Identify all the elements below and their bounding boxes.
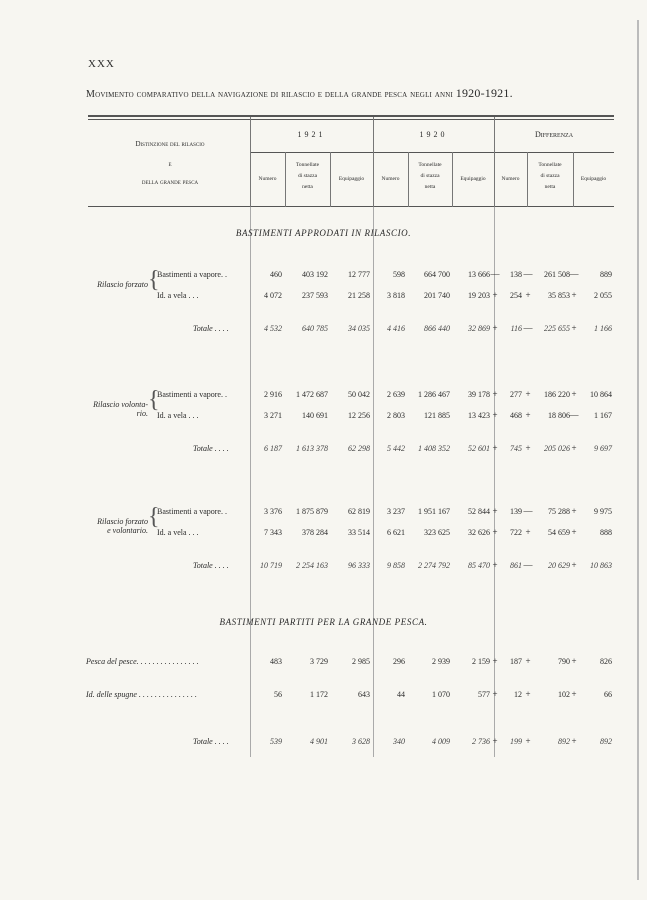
cell-de: 888 xyxy=(600,528,612,537)
sign-sn: + xyxy=(492,323,498,333)
cell-de: 826 xyxy=(600,657,612,666)
col-equipaggio-1921: Equipaggio xyxy=(338,176,365,182)
cell-t21: 4 901 xyxy=(310,737,328,746)
title-years: 1920-1921. xyxy=(455,86,513,100)
sign-se: + xyxy=(571,506,577,516)
cell-t21: 403 192 xyxy=(302,270,328,279)
header-top-rule xyxy=(88,115,614,117)
cell-t20: 121 885 xyxy=(424,411,450,420)
tonn-line2: di stazza xyxy=(297,173,318,179)
brace-icon: { xyxy=(148,267,160,293)
tonn-line3: netta xyxy=(424,184,436,190)
header-distinction-2: e xyxy=(168,160,172,168)
title-text: Movimento comparativo della navigazione di rilascio e della grande pesca negli anni xyxy=(86,89,454,100)
cell-t21: 1 472 687 xyxy=(296,390,328,399)
total-label: Totale . . . . xyxy=(193,561,229,570)
cell-t20: 201 740 xyxy=(424,291,450,300)
sign-sn: + xyxy=(492,689,498,699)
cell-de: 66 xyxy=(604,690,612,699)
cell-dn: 277 xyxy=(510,390,522,399)
cell-n21: 7 343 xyxy=(264,528,282,537)
cell-e20: 39 178 xyxy=(468,390,490,399)
sign-st: + xyxy=(525,527,531,537)
cell-e21: 21 258 xyxy=(348,291,370,300)
cell-dt: 35 853 xyxy=(548,291,570,300)
cell-t20: 2 939 xyxy=(432,657,450,666)
cell-dt: 790 xyxy=(558,657,570,666)
sign-se: + xyxy=(571,656,577,666)
col-tonnellate-1921 xyxy=(285,160,330,193)
cell-n21: 539 xyxy=(270,737,282,746)
cell-e20: 85 470 xyxy=(468,561,490,570)
cell-n21: 483 xyxy=(270,657,282,666)
row-label: Id. a vela . . . xyxy=(157,411,199,420)
cell-de: 10 863 xyxy=(590,561,612,570)
cell-de: 892 xyxy=(600,737,612,746)
cell-de: 1 167 xyxy=(594,411,612,420)
cell-dn: 745 xyxy=(510,444,522,453)
cell-n21: 4 072 xyxy=(264,291,282,300)
sign-sn: + xyxy=(492,560,498,570)
sign-sn: — xyxy=(490,269,500,279)
group-label-line1: Rilascio forzato xyxy=(97,280,148,289)
cell-t20: 323 625 xyxy=(424,528,450,537)
page-title xyxy=(86,86,618,101)
cell-e20: 13 666 xyxy=(468,270,490,279)
group-label-line2: e volontario. xyxy=(107,526,148,535)
sign-st: + xyxy=(525,443,531,453)
cell-n20: 296 xyxy=(393,657,405,666)
cell-dn: 12 xyxy=(514,690,522,699)
tonn-line3: netta xyxy=(544,184,556,190)
cell-e21: 96 333 xyxy=(348,561,370,570)
cell-n21: 10 719 xyxy=(260,561,282,570)
cell-dn: 722 xyxy=(510,528,522,537)
sign-se: — xyxy=(569,269,579,279)
col-tonnellate-1920 xyxy=(408,160,452,193)
cell-dt: 75 288 xyxy=(548,507,570,516)
cell-e21: 3 628 xyxy=(352,737,370,746)
cell-t21: 1 172 xyxy=(310,690,328,699)
sign-sn: + xyxy=(492,389,498,399)
section-title-rilascio: BASTIMENTI APPRODATI IN RILASCIO. xyxy=(235,228,412,238)
cell-t21: 2 254 163 xyxy=(296,561,328,570)
cell-e21: 62 819 xyxy=(348,507,370,516)
header-mid-rule xyxy=(250,152,614,153)
cell-e21: 12 256 xyxy=(348,411,370,420)
cell-de: 10 864 xyxy=(590,390,612,399)
cell-e20: 52 844 xyxy=(468,507,490,516)
sign-sn: + xyxy=(492,443,498,453)
sign-st: + xyxy=(525,736,531,746)
col-numero-1920: Numero xyxy=(381,176,400,182)
sign-se: + xyxy=(571,560,577,570)
cell-n21: 460 xyxy=(270,270,282,279)
group-label-line1: Rilascio forzato xyxy=(97,517,148,526)
sign-se: + xyxy=(571,389,577,399)
sign-se: + xyxy=(571,290,577,300)
sign-st: — xyxy=(523,506,533,516)
cell-e21: 50 042 xyxy=(348,390,370,399)
sign-se: + xyxy=(571,736,577,746)
brace-icon: { xyxy=(148,387,160,413)
col-equipaggio-diff: Equipaggio xyxy=(580,176,607,182)
cell-t21: 1 875 879 xyxy=(296,507,328,516)
col-tonnellate-diff xyxy=(527,160,573,193)
cell-t21: 1 613 378 xyxy=(296,444,328,453)
cell-de: 2 055 xyxy=(594,291,612,300)
tonn-line3: netta xyxy=(302,184,313,190)
cell-n21: 3 376 xyxy=(264,507,282,516)
cell-t20: 664 700 xyxy=(424,270,450,279)
cell-dt: 225 655 xyxy=(544,324,570,333)
row-label: Id. a vela . . . xyxy=(157,528,199,537)
cell-e20: 32 626 xyxy=(468,528,490,537)
cell-e21: 643 xyxy=(358,690,370,699)
cell-dt: 261 508 xyxy=(544,270,570,279)
header-bottom-rule xyxy=(88,206,614,207)
header-top-rule-2 xyxy=(88,119,614,120)
cell-dn: 138 xyxy=(510,270,522,279)
section-title-grande-pesca: BASTIMENTI PARTITI PER LA GRANDE PESCA. xyxy=(219,617,428,627)
cell-n20: 3 818 xyxy=(387,291,405,300)
sign-se: + xyxy=(571,323,577,333)
cell-n20: 44 xyxy=(397,690,405,699)
sign-st: — xyxy=(523,560,533,570)
sign-sn: + xyxy=(492,410,498,420)
total-label: Totale . . . . xyxy=(193,324,229,333)
cell-dn: 468 xyxy=(510,411,522,420)
cell-n20: 6 621 xyxy=(387,528,405,537)
header-year-1921: 1921 xyxy=(297,130,326,139)
cell-dt: 102 xyxy=(558,690,570,699)
cell-t20: 866 440 xyxy=(424,324,450,333)
row-label: Bastimenti a vapore. . xyxy=(157,270,227,279)
header-year-1920: 1920 xyxy=(419,130,448,139)
cell-e21: 12 777 xyxy=(348,270,370,279)
sign-st: + xyxy=(525,290,531,300)
cell-de: 9 975 xyxy=(594,507,612,516)
cell-dt: 20 629 xyxy=(548,561,570,570)
cell-e21: 33 514 xyxy=(348,528,370,537)
sign-st: + xyxy=(525,656,531,666)
col-numero-diff: Numero xyxy=(501,176,520,182)
cell-n21: 4 532 xyxy=(264,324,282,333)
cell-dn: 139 xyxy=(510,507,522,516)
cell-t21: 378 284 xyxy=(302,528,328,537)
cell-dt: 186 220 xyxy=(544,390,570,399)
cell-n21: 6 187 xyxy=(264,444,282,453)
sign-sn: + xyxy=(492,290,498,300)
cell-t20: 1 951 167 xyxy=(418,507,450,516)
brace-icon: { xyxy=(148,504,160,530)
sign-st: + xyxy=(525,410,531,420)
cell-e20: 52 601 xyxy=(468,444,490,453)
sign-sn: + xyxy=(492,736,498,746)
group-label-line2: rio. xyxy=(136,409,148,418)
cell-dn: 199 xyxy=(510,737,522,746)
sign-st: + xyxy=(525,389,531,399)
cell-n20: 340 xyxy=(393,737,405,746)
cell-t21: 640 785 xyxy=(302,324,328,333)
cell-e20: 19 203 xyxy=(468,291,490,300)
cell-de: 889 xyxy=(600,270,612,279)
sign-se: + xyxy=(571,689,577,699)
cell-dn: 116 xyxy=(510,324,522,333)
cell-n21: 3 271 xyxy=(264,411,282,420)
sign-se: — xyxy=(569,410,579,420)
tonn-line1: Tonnellate xyxy=(418,162,442,168)
cell-n20: 5 442 xyxy=(387,444,405,453)
cell-n21: 2 916 xyxy=(264,390,282,399)
cell-dt: 892 xyxy=(558,737,570,746)
fishing-row-label: Id. delle spugne . . . . . . . . . . . . . . . xyxy=(86,690,197,699)
cell-t20: 4 009 xyxy=(432,737,450,746)
col-numero-1921: Numero xyxy=(258,176,277,182)
tonn-line1: Tonnellate xyxy=(538,162,562,168)
cell-dn: 254 xyxy=(510,291,522,300)
cell-e20: 32 869 xyxy=(468,324,490,333)
cell-n21: 56 xyxy=(274,690,282,699)
cell-de: 1 166 xyxy=(594,324,612,333)
body-col-rule xyxy=(373,207,374,757)
cell-t21: 140 691 xyxy=(302,411,328,420)
header-distinction-3: della grande pesca xyxy=(141,178,199,186)
cell-t20: 1 408 352 xyxy=(418,444,450,453)
cell-t20: 2 274 792 xyxy=(418,561,450,570)
cell-t20: 1 070 xyxy=(432,690,450,699)
cell-n20: 2 803 xyxy=(387,411,405,420)
cell-e20: 577 xyxy=(478,690,490,699)
cell-dt: 205 026 xyxy=(544,444,570,453)
cell-de: 9 697 xyxy=(594,444,612,453)
cell-e21: 34 035 xyxy=(348,324,370,333)
row-label: Bastimenti a vapore. . xyxy=(157,507,227,516)
page-edge-rule xyxy=(637,20,639,880)
cell-dt: 54 659 xyxy=(548,528,570,537)
cell-e20: 2 736 xyxy=(472,737,490,746)
total-label: Totale . . . . xyxy=(193,444,229,453)
cell-dt: 18 806 xyxy=(548,411,570,420)
header-distinction-1: Distinzione del rilascio xyxy=(135,140,205,148)
sign-se: + xyxy=(571,443,577,453)
body-col-rule xyxy=(250,207,251,757)
cell-dn: 187 xyxy=(510,657,522,666)
cell-e20: 13 423 xyxy=(468,411,490,420)
cell-n20: 598 xyxy=(393,270,405,279)
sign-sn: + xyxy=(492,656,498,666)
cell-t21: 237 593 xyxy=(302,291,328,300)
sign-sn: + xyxy=(492,527,498,537)
tonn-line1: Tonnellate xyxy=(295,162,320,168)
fishing-row-label: Pesca del pesce. . . . . . . . . . . . . . . . xyxy=(86,657,199,666)
header-difference: Differenza xyxy=(534,130,574,139)
cell-n20: 3 237 xyxy=(387,507,405,516)
col-equipaggio-1920: Equipaggio xyxy=(460,176,486,182)
sign-st: — xyxy=(523,269,533,279)
sign-sn: + xyxy=(492,506,498,516)
cell-n20: 4 416 xyxy=(387,324,405,333)
cell-e21: 62 298 xyxy=(348,444,370,453)
sign-se: + xyxy=(571,527,577,537)
cell-e20: 2 159 xyxy=(472,657,490,666)
total-label: Totale . . . . xyxy=(193,737,229,746)
cell-n20: 2 639 xyxy=(387,390,405,399)
sign-st: — xyxy=(523,323,533,333)
row-label: Id. a vela . . . xyxy=(157,291,199,300)
row-label: Bastimenti a vapore. . xyxy=(157,390,227,399)
tonn-line2: di stazza xyxy=(420,173,440,179)
group-label-line1: Rilascio volonta- xyxy=(93,400,148,409)
cell-n20: 9 858 xyxy=(387,561,405,570)
cell-e21: 2 985 xyxy=(352,657,370,666)
cell-t20: 1 286 467 xyxy=(418,390,450,399)
tonn-line2: di stazza xyxy=(540,173,560,179)
cell-dn: 861 xyxy=(510,561,522,570)
page-number: XXX xyxy=(88,58,115,70)
cell-t21: 3 729 xyxy=(310,657,328,666)
sign-st: + xyxy=(525,689,531,699)
